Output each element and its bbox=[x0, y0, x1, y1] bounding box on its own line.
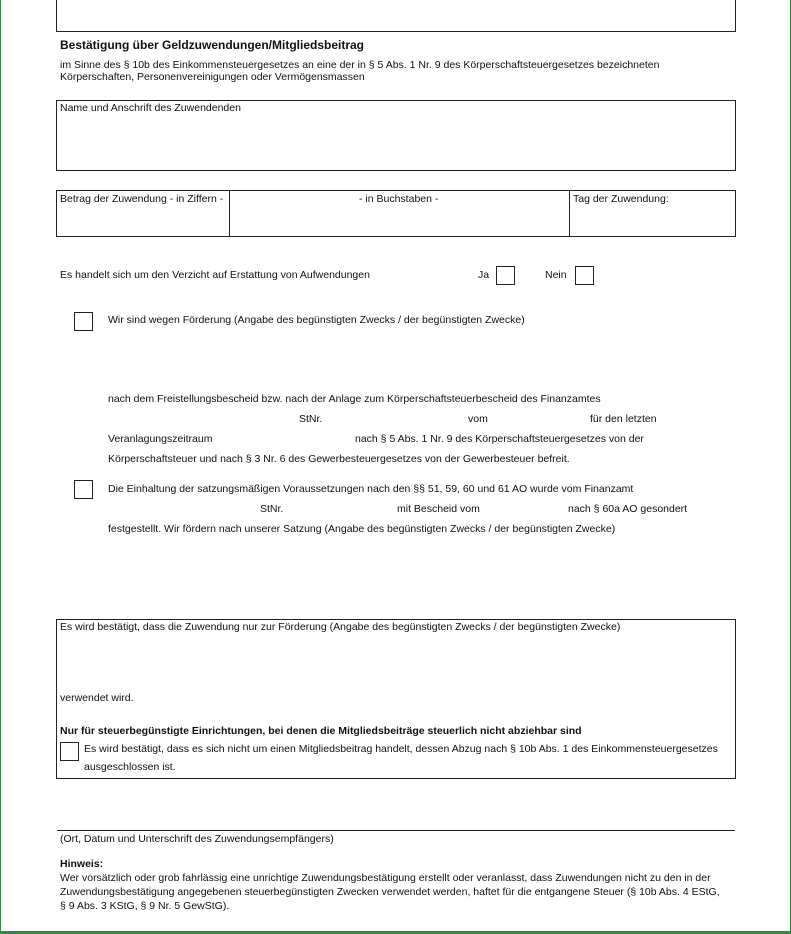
membership-line-1: Es wird bestätigt, dass es sich nicht um einen Mitgliedsbeitrag handelt, dessen Abzug nach § 10b Abs. 1 des Einkommensteuergesetzes bbox=[84, 743, 718, 755]
confirmation-used: verwendet wird. bbox=[60, 692, 134, 704]
notice-line-2: Zuwendungsbestätigung angegebenen steuerbegünstigten Zwecken verwendet werden, haftet für die entgangene Steuer (§ 10b Abs. 4 EStG, bbox=[60, 886, 720, 898]
membership-line-2: ausgeschlossen ist. bbox=[84, 761, 176, 773]
signature-label: (Ort, Datum und Unterschrift des Zuwendungsempfängers) bbox=[60, 833, 334, 845]
option1-line: Wir sind wegen Förderung (Angabe des begünstigten Zwecks / der begünstigten Zwecke) bbox=[108, 314, 525, 326]
donor-name-label: Name und Anschrift des Zuwendenden bbox=[60, 102, 241, 114]
amount-letters-label: - in Buchstaben - bbox=[359, 193, 439, 205]
option1-vom: vom bbox=[468, 413, 488, 425]
donor-name-box[interactable] bbox=[56, 100, 736, 171]
notice-line-3: § 9 Abs. 3 KStG, § 9 Nr. 5 GewStG). bbox=[60, 900, 230, 912]
amount-digits-label: Betrag der Zuwendung - in Ziffern - bbox=[60, 193, 224, 205]
amount-divider-1 bbox=[229, 191, 230, 236]
option1-para-exempt: Körperschaftsteuer und nach § 3 Nr. 6 des Gewerbesteuergesetzes von der Gewerbesteuer befreit. bbox=[108, 453, 570, 465]
form-heading: Bestätigung über Geldzuwendungen/Mitgliedsbeitrag bbox=[60, 38, 365, 52]
option1-last: für den letzten bbox=[590, 413, 657, 425]
option2-stnr: StNr. bbox=[260, 503, 284, 515]
notice-title: Hinweis: bbox=[60, 858, 104, 870]
option2-checkbox[interactable] bbox=[74, 480, 93, 499]
intro-line-1: im Sinne des § 10b des Einkommensteuergesetzes an eine der in § 5 Abs. 1 Nr. 9 des Körperschaftsteuergesetzes bezeichneten bbox=[60, 59, 660, 71]
waiver-yes-label: Ja bbox=[478, 269, 490, 281]
confirmation-line-1: Es wird bestätigt, dass die Zuwendung nur zur Förderung (Angabe des begünstigten Zwecks / der begünstigten Zwecke) bbox=[60, 621, 621, 633]
waiver-no-label: Nein bbox=[545, 269, 567, 281]
option2-bescheid: mit Bescheid vom bbox=[397, 503, 480, 515]
option1-checkbox[interactable] bbox=[74, 312, 93, 331]
option2-line-3: festgestellt. Wir fördern nach unserer Satzung (Angabe des begünstigten Zwecks / der begünstigten Zwecke) bbox=[108, 523, 616, 535]
confirmation-box bbox=[56, 619, 736, 779]
amount-row-box bbox=[56, 190, 736, 237]
membership-heading: Nur für steuerbegünstigte Einrichtungen, bei denen die Mitgliedsbeiträge steuerlich nicht abziehbar sind bbox=[60, 725, 582, 737]
option1-para-kst: nach § 5 Abs. 1 Nr. 9 des Körperschaftsteuergesetzes von der bbox=[355, 433, 644, 445]
option2-line-1: Die Einhaltung der satzungsmäßigen Voraussetzungen nach den §§ 51, 59, 60 und 61 AO wurde vom Finanzamt bbox=[108, 483, 634, 495]
top-field-box[interactable] bbox=[56, 0, 736, 32]
waiver-text: Es handelt sich um den Verzicht auf Erstattung von Aufwendungen bbox=[60, 269, 370, 281]
notice-line-1: Wer vorsätzlich oder grob fahrlässig eine unrichtige Zuwendungsbestätigung erstellt oder veranlasst, dass Zuwendungen nicht zu den in der bbox=[60, 872, 711, 884]
intro-line-2: Körperschaften, Personenvereinigungen oder Vermögensmassen bbox=[60, 71, 365, 83]
option2-gesondert: nach § 60a AO gesondert bbox=[568, 503, 688, 515]
signature-line bbox=[57, 830, 735, 831]
option1-para-1: nach dem Freistellungsbescheid bzw. nach der Anlage zum Körperschaftsteuerbescheid des Finanzamtes bbox=[108, 393, 601, 405]
donation-date-label: Tag der Zuwendung: bbox=[573, 193, 669, 205]
option1-stnr: StNr. bbox=[299, 413, 323, 425]
membership-checkbox[interactable] bbox=[60, 742, 79, 761]
amount-divider-2 bbox=[569, 191, 570, 236]
waiver-yes-checkbox[interactable] bbox=[496, 266, 515, 285]
waiver-no-checkbox[interactable] bbox=[575, 266, 594, 285]
option1-period: Veranlagungszeitraum bbox=[108, 433, 213, 445]
